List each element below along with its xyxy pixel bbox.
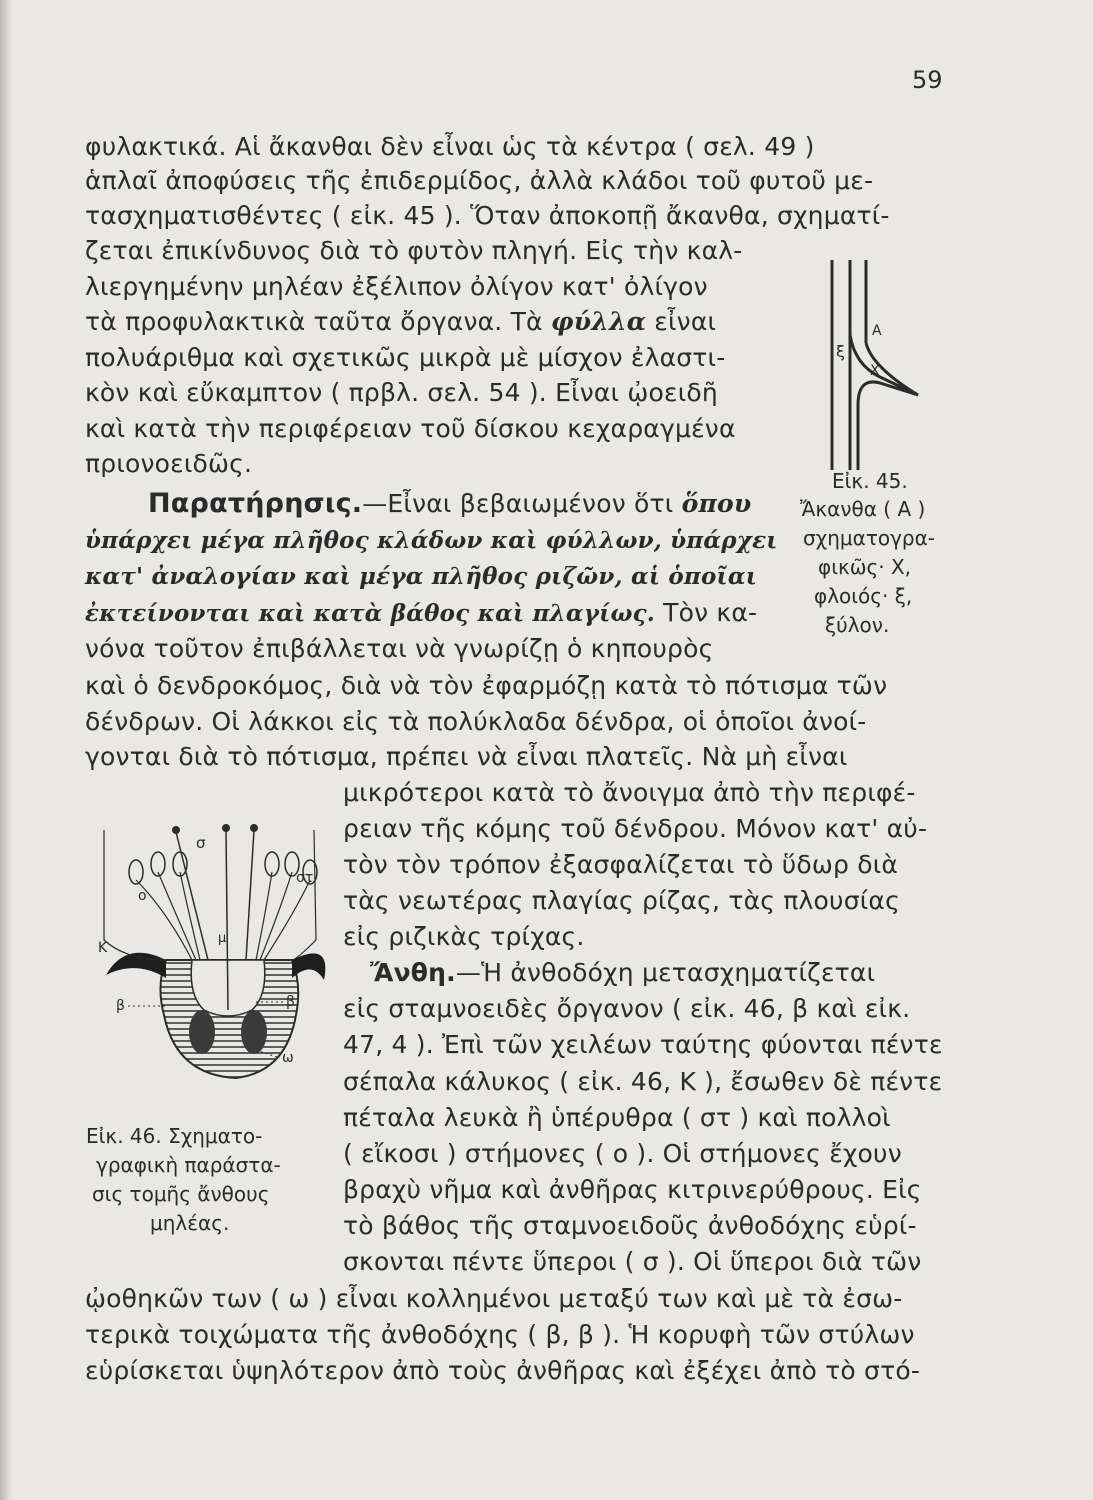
- text-line: φυλακτικά. Αἱ ἄκανθαι δὲν εἶναι ὡς τὰ κέντρα ( σελ. 49 ): [85, 132, 815, 161]
- text-line: σέπαλα κάλυκος ( εἰκ. 46, Κ ), ἔσωθεν δὲ πέντε: [343, 1067, 943, 1096]
- emphasis-term: ὅπου: [681, 489, 752, 518]
- text-line: ζεται ἐπικίνδυνος διὰ τὸ φυτὸν πληγή. Εἰς τὴν καλ-: [85, 236, 743, 265]
- ovary-right: [241, 1010, 267, 1054]
- label-xi: ξ: [836, 342, 845, 361]
- text-line: ἁπλαῖ ἀποφύσεις τῆς ἐπιδερμίδος, ἀλλὰ κλάδοι τοῦ φυτοῦ με-: [85, 166, 874, 195]
- stigma: [172, 826, 180, 834]
- text-line: ( εἴκοσι ) στήμονες ( ο ). Οἱ στήμονες ἔχουν: [343, 1139, 902, 1168]
- figure-46-caption-line: σις τομῆς ἄνθους: [92, 1182, 270, 1206]
- text-line: [370, 957, 875, 989]
- label-a: Α: [872, 323, 882, 339]
- label-k: Κ: [98, 940, 108, 956]
- label-mu: μ: [218, 931, 227, 946]
- text-line: γονται διὰ τὸ πότισμα, πρέπει νὰ εἶναι πλατεῖς. Νὰ μὴ εἶναι: [85, 742, 848, 771]
- text-line: λιεργημένην μηλέαν ἐξέλιπον ὀλίγον κατ' ὀλίγον: [85, 272, 708, 301]
- emphasis-term: ἐκτείνονται καὶ κατὰ βάθος καὶ πλαγίως.: [85, 600, 655, 627]
- text-line: βραχὺ νῆμα καὶ ἀνθῆρας κιτρινερύθρους. Εἰς: [343, 1175, 922, 1204]
- text-line: πέταλα λευκὰ ἢ ὑπέρυθρα ( στ ) καὶ πολλοὶ: [343, 1103, 891, 1132]
- text-line: τὸ βάθος τῆς σταμνοειδοῦς ἀνθοδόχης εὑρί-: [343, 1211, 917, 1240]
- text-run: Τὸν κα-: [655, 598, 758, 627]
- label-st: στ: [296, 870, 314, 886]
- thorn-branch-shape: [850, 335, 918, 470]
- text-line: ρειαν τῆς κόμης τοῦ δένδρου. Μόνον κατ' αὐ-: [343, 814, 928, 843]
- section-heading: Ἄνθη.: [370, 958, 456, 987]
- figure-46-flower-section: [96, 810, 326, 1120]
- style-right: [246, 830, 254, 960]
- figure-45-caption-line: φικῶς· Χ,: [818, 555, 912, 579]
- petal-left: [104, 830, 166, 960]
- ovary-left: [189, 1010, 215, 1054]
- text-line: [85, 597, 757, 630]
- text-line: ὑπάρχει μέγα πλῆθος κλάδων καὶ φύλλων, ὑπάρχει: [85, 527, 778, 554]
- stamen-filament: [264, 880, 310, 960]
- figure-46-caption-line: γραφικὴ παράστα-: [96, 1153, 281, 1177]
- figure-45-caption-line: Ἄκανθα ( Α ): [800, 497, 926, 521]
- text-line: κατ' ἀναλογίαν καὶ μέγα πλῆθος ριζῶν, αἱ ὁποῖαι: [85, 563, 758, 590]
- text-line: καὶ κατὰ τὴν περιφέρειαν τοῦ δίσκου κεχαραγμένα: [85, 414, 736, 443]
- text-run: εἶναι: [646, 307, 717, 336]
- section-heading: Παρατήρησις.: [148, 488, 363, 519]
- text-line: ᾠοθηκῶν των ( ω ) εἶναι κολλημένοι μεταξύ των καὶ μὲ τὰ ἐσω-: [85, 1284, 903, 1313]
- text-line: τὸν τὸν τρόπον ἐξασφαλίζεται τὸ ὕδωρ διὰ: [343, 850, 899, 879]
- label-omega: ω: [282, 1050, 294, 1066]
- text-line: νόνα τοῦτον ἐπιβάλλεται νὰ γνωρίζῃ ὁ κηπουρὸς: [85, 634, 714, 663]
- figure-45-caption-line: ξύλον.: [825, 613, 890, 637]
- figure-46-caption-line: μηλέας.: [150, 1211, 230, 1235]
- text-line: σκονται πέντε ὕπεροι ( σ ). Οἱ ὕπεροι διὰ τῶν: [343, 1247, 922, 1276]
- text-line: τερικὰ τοιχώματα τῆς ἀνθοδόχης ( β, β ). Ἡ κορυφὴ τῶν στύλων: [85, 1320, 915, 1349]
- stamen-filament: [256, 872, 272, 960]
- page-number: 59: [912, 66, 943, 94]
- text-line: μικρότεροι κατὰ τὸ ἄνοιγμα ἀπὸ τὴν περιφέ-: [343, 778, 916, 807]
- text-run: —Εἶναι βεβαιωμένον ὅτι: [362, 489, 682, 518]
- text-line: εἰς σταμνοειδὲς ὄργανον ( εἰκ. 46, β καὶ εἰκ.: [343, 994, 911, 1023]
- text-line: δένδρων. Οἱ λάκκοι εἰς τὰ πολύκλαδα δένδρα, οἱ ὁποῖοι ἀνοί-: [85, 707, 867, 736]
- stigma: [250, 824, 258, 832]
- text-line: 47, 4 ). Ἐπὶ τῶν χειλέων ταύτης φύονται πέντε: [343, 1030, 943, 1059]
- book-spine-shadow: [0, 0, 14, 1500]
- label-x: Χ: [870, 363, 880, 379]
- stamen-filament: [158, 872, 196, 960]
- text-line: τασχηματισθέντες ( εἰκ. 45 ). Ὅταν ἀποκοπῇ ἄκανθα, σχηματί-: [85, 201, 890, 230]
- figure-45-caption-line: φλοιός· ξ,: [814, 584, 913, 608]
- text-line: πριονοειδῶς.: [85, 449, 253, 478]
- text-run: —Ἡ ἀνθοδόχη μετασχηματίζεται: [455, 958, 876, 987]
- text-line: τὰς νεωτέρας πλαγίας ρίζας, τὰς πλουσίας: [343, 886, 900, 915]
- text-line: καὶ ὁ δενδροκόμος, διὰ νὰ τὸν ἐφαρμόζῃ κατὰ τὸ πότισμα τῶν: [85, 671, 888, 700]
- text-line: πολυάριθμα καὶ σχετικῶς μικρὰ μὲ μίσχον ἐλαστι-: [85, 343, 726, 372]
- text-line: εὑρίσκεται ὑψηλότερον ἀπὸ τοὺς ἀνθῆρας καὶ ἐξέχει ἀπὸ τὸ στό-: [85, 1356, 921, 1385]
- text-line: εἰς ριζικὰς τρίχας.: [343, 922, 585, 951]
- figure-45-thorn-diagram: [800, 255, 940, 475]
- figure-45-caption-line: σχηματογρα-: [803, 526, 936, 550]
- figure-45-caption-line: Εἰκ. 45.: [832, 469, 908, 493]
- text-run: τὰ προφυλακτικὰ ταῦτα ὄργανα. Τὰ: [85, 307, 551, 336]
- figure-46-caption-line: Εἰκ. 46. Σχηματο-: [86, 1124, 263, 1148]
- label-beta-right: β: [286, 994, 295, 1010]
- label-sigma: σ: [196, 834, 206, 852]
- text-line: [85, 306, 716, 338]
- label-beta-left: β: [116, 998, 125, 1014]
- emphasis-term: φύλλα: [550, 307, 647, 336]
- text-line: [148, 488, 751, 520]
- text-line: κὸν καὶ εὔκαμπτον ( πρβλ. σελ. 54 ). Εἶναι ᾠοειδῆ: [85, 378, 718, 407]
- label-o: ο: [138, 888, 147, 904]
- stigma: [222, 824, 230, 832]
- petal-right: [292, 830, 316, 960]
